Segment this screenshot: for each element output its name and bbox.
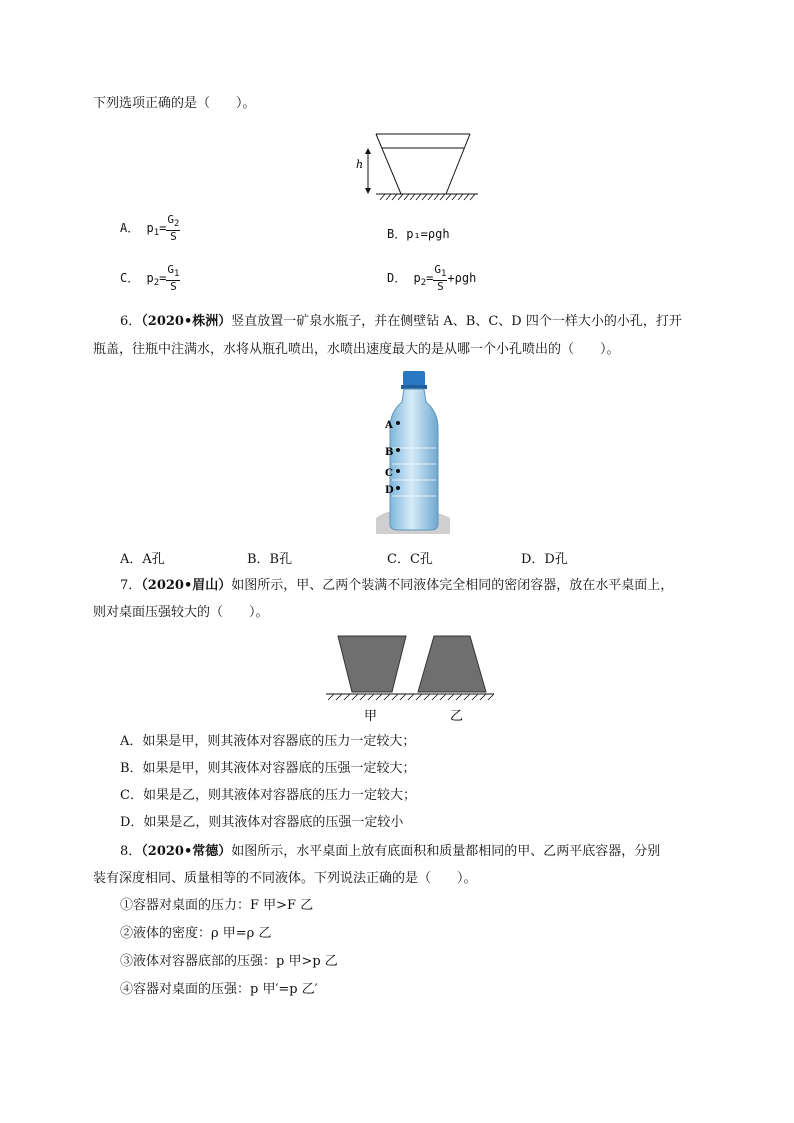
q6-option-a: A．A孔	[120, 552, 165, 567]
q5-stem-tail: 下列选项正确的是（ ）。	[93, 96, 256, 111]
q7-option-d: D．如果是乙，则其液体对容器底的压强一定较小	[120, 815, 404, 830]
q5-option-b: B．p₁=ρgh	[387, 227, 450, 241]
label-jia: 甲	[364, 709, 378, 724]
q6-option-d: D．D孔	[521, 552, 568, 567]
hole-b-dot	[396, 448, 400, 452]
q6-line1: 6．（2020•株洲）竖直放置一矿泉水瓶子，并在侧壁钻 A、B、C、D 四个一样大小的小孔，打开	[120, 314, 682, 329]
hole-a-dot	[396, 421, 400, 425]
q7-line2: 则对桌面压强较大的（ ）。	[93, 605, 269, 620]
hole-b-label: B	[385, 447, 394, 458]
q8-statement-4: ④容器对桌面的压强：p 甲′=p 乙′	[120, 982, 318, 997]
label-yi: 乙	[450, 709, 464, 724]
q6-option-b: B．B孔	[247, 552, 293, 567]
q8-statement-1: ①容器对桌面的压力：F 甲>F 乙	[120, 898, 314, 913]
q5-option-c: C． $p_2=$ $\frac{G_1}{S}$	[120, 263, 180, 293]
container-yi-shape	[418, 636, 486, 692]
hole-c-label: C	[385, 468, 393, 479]
q7-option-b: B．如果是甲，则其液体对容器底的压强一定较大；	[120, 761, 416, 776]
q7-option-c: C．如果是乙，则其液体对容器底的压力一定较大；	[120, 788, 416, 803]
q7-containers-figure	[322, 630, 498, 726]
hole-d-dot	[396, 486, 400, 490]
hole-c-dot	[396, 469, 400, 473]
q5-option-a: A． $p_1=$ $\frac{G_2}{S}$	[120, 213, 180, 243]
q7-option-a: A．如果是甲，则其液体对容器底的压力一定较大；	[120, 734, 416, 749]
container-jia-shape	[338, 636, 406, 692]
hole-a-label: A	[385, 420, 393, 431]
q5-option-d: D． $p_2=$ $\frac{G_1}{S}$ +ρgh	[387, 263, 477, 293]
q6-option-c: C．C孔	[387, 552, 433, 567]
q5-container-figure	[352, 128, 482, 204]
q8-statement-3: ③液体对容器底部的压强：p 甲>p 乙	[120, 954, 338, 969]
q6-line2: 瓶盖，往瓶中注满水，水将从瓶孔喷出，水喷出速度最大的是从哪一个小孔喷出的（ ）。	[93, 342, 620, 357]
q6-bottle-figure	[372, 368, 452, 534]
q7-line1: 7．（2020•眉山）如图所示，甲、乙两个装满不同液体完全相同的密闭容器，放在水平桌面上，	[120, 578, 674, 593]
q8-statement-2: ②液体的密度：ρ 甲=ρ 乙	[120, 926, 272, 941]
q8-line2: 装有深度相同、质量相等的不同液体。下列说法正确的是（ ）。	[93, 871, 477, 886]
hole-d-label: D	[385, 485, 394, 496]
q8-line1: 8．（2020•常德）如图所示，水平桌面上放有底面积和质量都相同的甲、乙两平底容器，分别	[120, 844, 661, 859]
q5-height-label: h	[356, 158, 364, 171]
